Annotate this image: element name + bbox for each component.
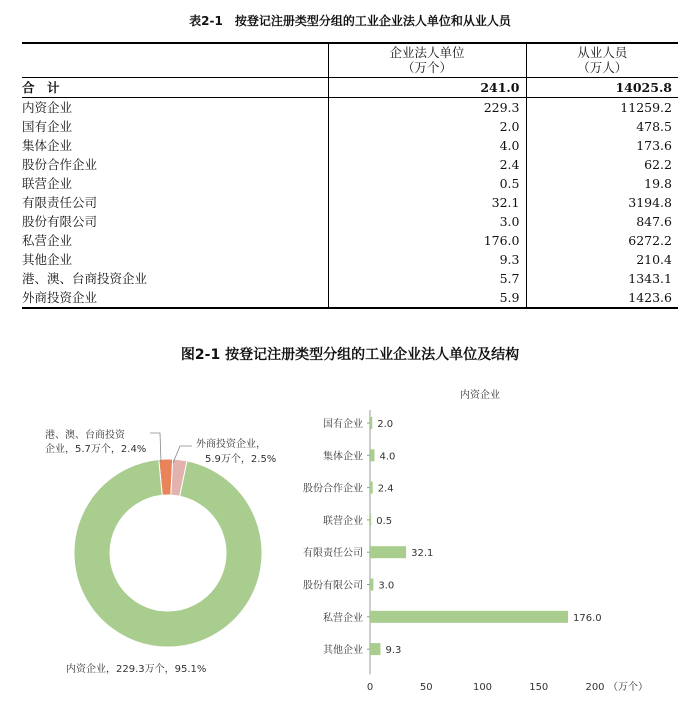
statistics-table <box>22 42 678 309</box>
bar-x-tick-label: 150 <box>529 682 549 693</box>
row-units-value: 5.7 <box>328 269 526 288</box>
table-title: 表2-1 按登记注册类型分组的工业企业法人单位和从业人员 <box>189 14 511 28</box>
total-units: 241.0 <box>328 78 526 98</box>
bar-x-unit: （万个） <box>608 682 648 693</box>
total-employees: 14025.8 <box>526 78 678 98</box>
table-row <box>22 155 678 174</box>
header-employees-label: 从业人员 <box>577 45 628 60</box>
bar-category-label: 股份合作企业 <box>303 483 363 495</box>
table-row <box>22 212 678 231</box>
header-units-label: 企业法人单位 <box>389 45 465 60</box>
bar-value-label: 2.4 <box>377 483 394 495</box>
table-row <box>22 250 678 269</box>
row-units-value: 9.3 <box>328 250 526 269</box>
header-employees-unit: （万人） <box>577 60 628 75</box>
row-units-value: 2.0 <box>328 117 526 136</box>
row-employees-value: 11259.2 <box>620 100 672 115</box>
header-units-unit: （万个） <box>401 60 452 75</box>
table-row <box>22 231 678 250</box>
bar-category-label: 股份有限公司 <box>303 580 363 592</box>
row-units-value: 5.9 <box>328 288 526 308</box>
bar <box>370 579 373 591</box>
row-employees-value: 1423.6 <box>526 288 678 308</box>
bar-value-label: 0.5 <box>376 515 393 527</box>
pie-label: 内资企业，229.3万个，95.1% <box>66 664 207 675</box>
row-label: 国有企业 <box>22 117 328 136</box>
total-label: 合 计 <box>22 78 328 98</box>
row-units-value: 32.1 <box>328 193 526 212</box>
header-employees-cell <box>526 43 678 78</box>
row-employees-value: 6272.2 <box>628 233 672 248</box>
table-row <box>22 117 678 136</box>
row-employees-value: 19.8 <box>644 176 672 191</box>
pie-label: 5.9万个，2.5% <box>205 454 277 465</box>
row-units-value: 3.0 <box>328 212 526 231</box>
bar-value-label: 176.0 <box>573 612 602 624</box>
bar <box>370 611 568 623</box>
table-row <box>22 174 678 193</box>
bar-value-label: 2.0 <box>377 419 394 430</box>
row-employees-value: 478.5 <box>636 119 672 134</box>
row-units-value: 4.0 <box>328 136 526 155</box>
row-employees-value: 1343.1 <box>628 271 672 286</box>
bar-category-label: 联营企业 <box>323 515 363 527</box>
row-units-value: 0.5 <box>328 174 526 193</box>
bar-category-label: 私营企业 <box>323 612 363 624</box>
row-label: 内资企业 <box>22 98 328 118</box>
bar-x-tick-label: 50 <box>419 682 433 693</box>
bar-category-label: 其他企业 <box>323 645 363 657</box>
header-units-cell <box>328 43 526 78</box>
row-label: 集体企业 <box>22 136 328 155</box>
row-label: 联营企业 <box>22 174 328 193</box>
bar-value-label: 3.0 <box>378 580 395 592</box>
row-employees-value: 3194.8 <box>628 195 672 210</box>
bar <box>370 449 375 461</box>
row-employees-value: 210.4 <box>636 252 672 267</box>
table-row <box>22 193 678 212</box>
bar-x-tick-label: 0 <box>366 682 374 693</box>
bar-category-label: 国有企业 <box>323 419 363 430</box>
bar-value-label: 32.1 <box>411 548 434 560</box>
bar <box>370 417 372 429</box>
table-header-row <box>22 43 678 78</box>
row-label: 股份有限公司 <box>22 212 328 231</box>
table-row <box>22 269 678 288</box>
pie-label: 企业，5.7万个，2.4% <box>45 444 147 455</box>
bar-category-label: 集体企业 <box>323 451 363 463</box>
row-label: 股份合作企业 <box>22 155 328 174</box>
row-label: 其他企业 <box>22 250 328 269</box>
row-label: 港、澳、台商投资企业 <box>22 269 328 288</box>
row-employees-value: 173.6 <box>636 138 672 153</box>
charts-area <box>0 370 700 709</box>
bar <box>370 643 380 655</box>
bar-chart-title: 内资企业 <box>460 390 500 401</box>
bar-value-label: 9.3 <box>385 645 402 657</box>
row-employees-value: 847.6 <box>636 214 672 229</box>
bar-category-label: 有限责任公司 <box>303 548 363 560</box>
bar-x-tick-label: 100 <box>472 682 493 693</box>
row-label: 外商投资企业 <box>22 288 328 308</box>
header-row-label-cell <box>22 43 328 78</box>
row-employees-value: 62.2 <box>644 157 672 172</box>
pie-label: 港、澳、台商投资 <box>45 430 125 441</box>
bar-x-tick-label: 200 <box>585 682 605 693</box>
figure-title: 图2-1 按登记注册类型分组的工业企业法人单位及结构 <box>180 347 520 363</box>
table-row <box>22 136 678 155</box>
pie-leader-line <box>150 433 161 462</box>
table-row <box>22 98 678 118</box>
row-label: 有限责任公司 <box>22 193 328 212</box>
bar <box>370 514 371 526</box>
bar-value-label: 4.0 <box>379 451 396 463</box>
row-units-value: 176.0 <box>328 231 526 250</box>
row-units-value: 2.4 <box>328 155 526 174</box>
table-total-row <box>22 78 678 98</box>
pie-label: 外商投资企业， <box>196 439 266 450</box>
bar <box>370 546 406 558</box>
row-units-value: 229.3 <box>328 98 526 118</box>
bar <box>370 482 373 494</box>
table-row <box>22 288 678 308</box>
row-label: 私营企业 <box>22 231 328 250</box>
